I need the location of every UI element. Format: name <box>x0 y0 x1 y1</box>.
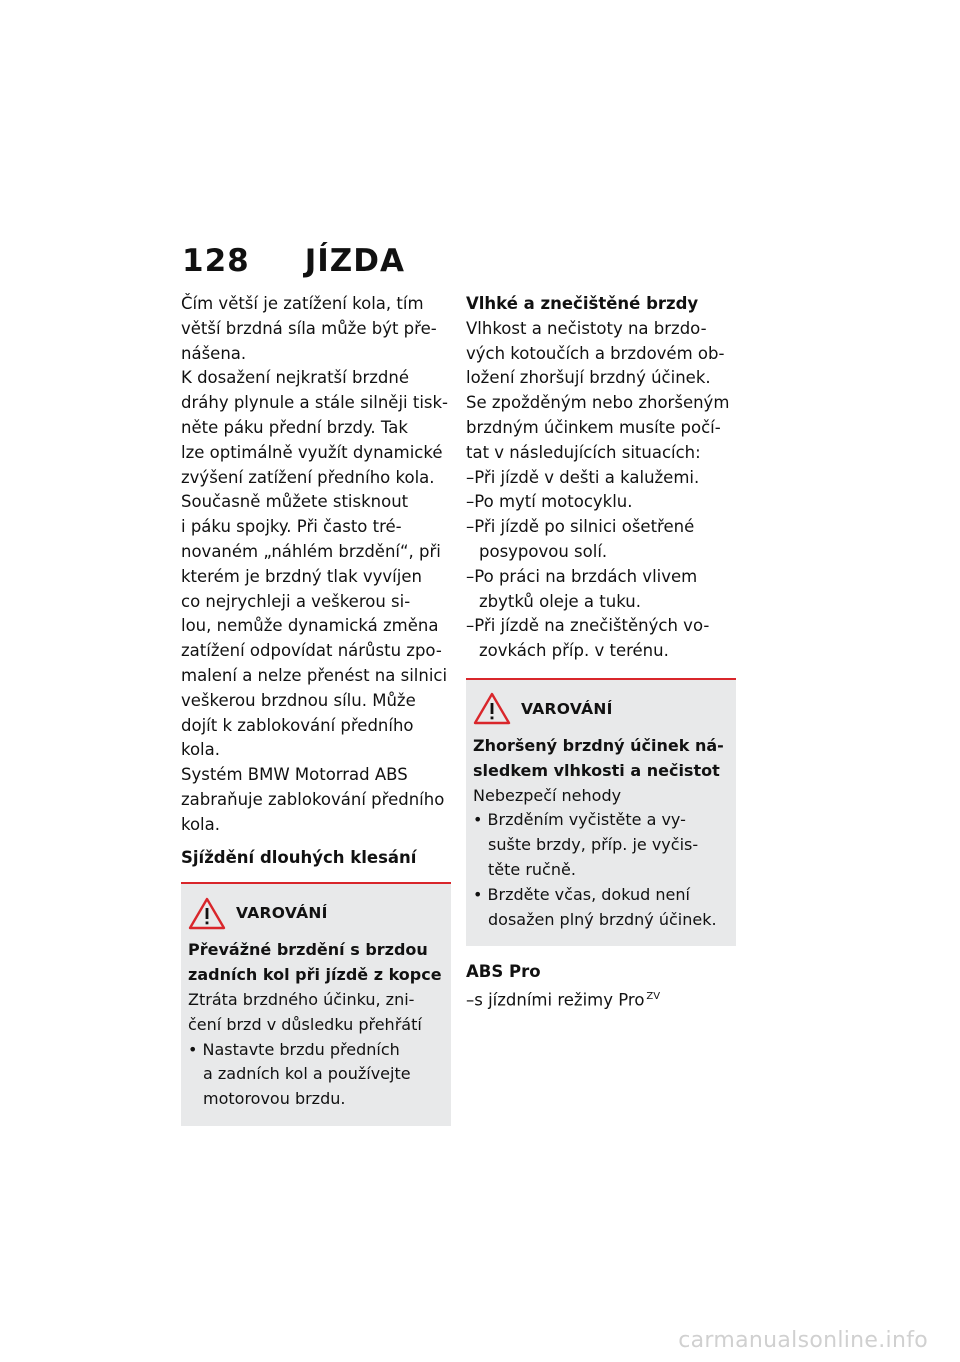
left-column <box>181 292 451 1126</box>
text-line: • Brzděte včas, dokud není <box>473 884 690 904</box>
warning-bullet <box>188 1038 444 1112</box>
text-line: Ztráta brzdného účinku, zni- <box>188 989 415 1009</box>
text-line: těte ručně. <box>488 859 576 879</box>
wet-brakes-paragraph <box>466 317 736 466</box>
warning-box-wet-brakes <box>466 678 736 946</box>
list-item: –Při jízdě na znečištěných vo- <box>466 616 710 636</box>
text-line: • Brzděním vyčistěte a vy- <box>473 810 686 830</box>
braking-load-paragraph <box>181 292 451 763</box>
warning-subject <box>188 938 444 988</box>
text-line: novaném „náhlém brzdění“, při <box>181 541 441 561</box>
list-item: –Po mytí motocyklu. <box>466 492 633 512</box>
text-line: sledkem vlhkosti a nečistot <box>473 760 720 780</box>
text-line: vých kotoučích a brzdovém ob- <box>466 343 725 363</box>
text-line: zatížení odpovídat nárůstu zpo- <box>181 641 442 661</box>
text-line: lou, nemůže dynamická změna <box>181 616 439 636</box>
section-heading-wet-brakes: Vlhké a znečištěné brzdy <box>466 294 699 313</box>
text-line: co nejrychleji a veškerou si- <box>181 591 411 611</box>
text-line: zabraňuje zablokování předního <box>181 789 445 809</box>
text-line: i páku spojky. Při často tré- <box>181 517 402 537</box>
text-line: něte páku přední brzdy. Tak <box>181 417 408 437</box>
warning-consequence <box>188 988 444 1038</box>
watermark: carmanualsonline.info <box>678 1328 928 1353</box>
warning-header <box>188 896 444 930</box>
list-item-continuation: zovkách příp. v terénu. <box>479 641 669 661</box>
list-item: –Při jízdě po silnici ošetřené <box>466 517 695 537</box>
warning-title: VAROVÁNÍ <box>521 699 613 718</box>
text-line: malení a nelze přenést na silnici <box>181 665 448 685</box>
text-line: Vlhkost a nečistoty na brzdo- <box>466 318 707 338</box>
section-heading-abs-pro: ABS Pro <box>466 962 541 982</box>
text-line: veškerou brzdnou sílu. Může <box>181 690 416 710</box>
list-item-continuation: posypovou solí. <box>479 541 608 561</box>
text-line: lze optimálně využít dynamické <box>181 442 443 462</box>
text-line: dosažen plný brzdný účinek. <box>488 909 717 929</box>
text-line: brzdným účinkem musíte počí- <box>466 417 721 437</box>
text-line: dojít k zablokování předního <box>181 715 414 735</box>
text-line: větší brzdná síla může být pře- <box>181 318 437 338</box>
abs-paragraph <box>181 763 451 837</box>
text-line: zadních kol při jízdě z kopce <box>188 965 442 985</box>
chapter-title: JÍZDA <box>304 243 405 279</box>
section-heading-downhill: Sjíždění dlouhých klesání <box>181 847 417 867</box>
warning-box-downhill <box>181 882 451 1126</box>
text-line: Zhoršený brzdný účinek ná- <box>473 735 724 755</box>
text-line: sušte brzdy, příp. je vyčis- <box>488 835 699 855</box>
page-header <box>182 243 405 279</box>
warning-header <box>473 692 729 726</box>
warning-triangle-icon <box>188 897 226 930</box>
list-item-continuation: zbytků oleje a tuku. <box>479 591 641 611</box>
text-line: čení brzd v důsledku přehřátí <box>188 1014 422 1034</box>
list-item: –Po práci na brzdách vlivem <box>466 566 698 586</box>
text-line: nášena. <box>181 343 247 363</box>
situation-list <box>466 466 736 664</box>
text-line: Systém BMW Motorrad ABS <box>181 765 408 785</box>
text-line: K dosažení nejkratší brzdné <box>181 368 409 388</box>
text-line: Nebezpečí nehody <box>473 785 622 805</box>
text-line: motorovou brzdu. <box>203 1089 346 1109</box>
text-line: • Nastavte brzdu předních <box>188 1039 400 1059</box>
warning-subject <box>473 734 729 784</box>
abs-pro-line <box>466 985 736 1013</box>
warning-consequence <box>473 784 729 809</box>
warning-bullet <box>473 808 729 882</box>
text-line: tat v následujících situacích: <box>466 442 701 462</box>
page-number: 128 <box>182 243 250 279</box>
text-line: kola. <box>181 814 221 834</box>
text-line: zvýšení zatížení předního kola. <box>181 467 435 487</box>
text-line: Čím větší je zatížení kola, tím <box>181 294 424 313</box>
text-line: ložení zhoršují brzdný účinek. <box>466 368 711 388</box>
warning-bullet <box>473 883 729 933</box>
text-line: Současně můžete stisknout <box>181 492 409 512</box>
optional-equipment-mark: ZV <box>646 991 661 1003</box>
right-column <box>466 292 736 1013</box>
text-line: Převážné brzdění s brzdou <box>188 940 428 960</box>
list-item: –Při jízdě v dešti a kalužemi. <box>466 467 700 487</box>
warning-title: VAROVÁNÍ <box>236 904 328 923</box>
warning-triangle-icon <box>473 692 511 725</box>
text-line: kterém je brzdný tlak vyvíjen <box>181 566 422 586</box>
abs-pro-text: –s jízdními režimy Pro <box>466 990 645 1010</box>
text-line: kola. <box>181 740 221 760</box>
text-line: Se zpožděným nebo zhoršeným <box>466 393 730 413</box>
text-line: a zadních kol a používejte <box>203 1064 411 1084</box>
text-line: dráhy plynule a stále silněji tisk- <box>181 393 449 413</box>
